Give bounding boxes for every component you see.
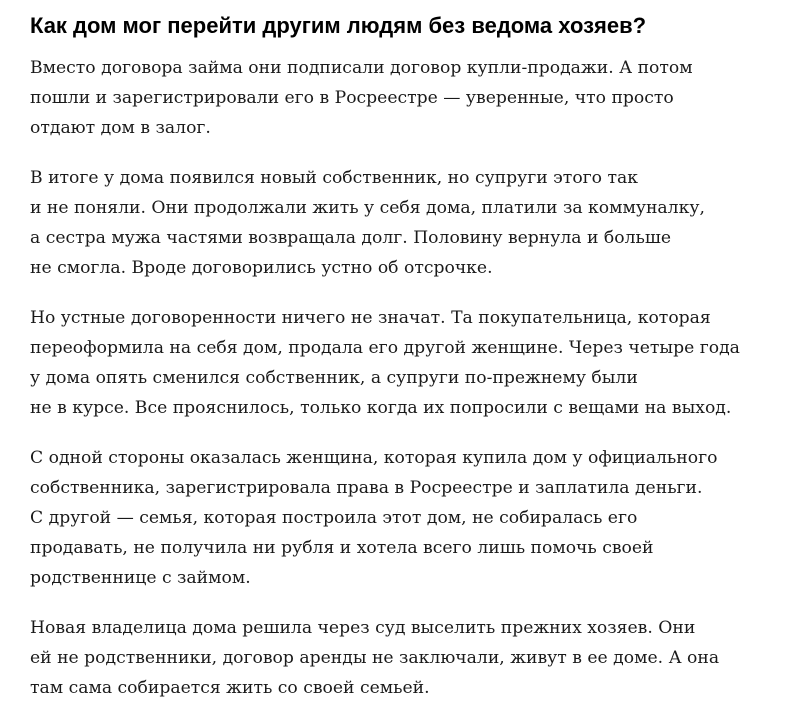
article-body xyxy=(30,0,790,703)
paragraph-line: не в курсе. Все прояснилось, только когда их попросили с вещами на выход. xyxy=(30,398,732,418)
paragraph-5 xyxy=(30,613,790,703)
paragraph-line: В итоге у дома появился новый собственник, но супруги этого так xyxy=(30,168,638,188)
paragraph-line: ей не родственники, договор аренды не заключали, живут в ее доме. А она xyxy=(30,648,720,668)
paragraph-line: у дома опять сменился собственник, а супруги по-прежнему были xyxy=(30,368,638,388)
paragraph-1 xyxy=(30,53,790,143)
paragraph-line: Но устные договоренности ничего не значат. Та покупательница, которая xyxy=(30,308,711,328)
paragraph-line: С другой — семья, которая построила этот дом, не собиралась его xyxy=(30,508,638,528)
paragraph-line: пошли и зарегистрировали его в Росреестре — уверенные, что просто xyxy=(30,88,674,108)
paragraph-2 xyxy=(30,163,790,283)
paragraph-line: отдают дом в залог. xyxy=(30,118,211,138)
paragraph-line: а сестра мужа частями возвращала долг. Половину вернула и больше xyxy=(30,228,672,248)
paragraph-line: и не поняли. Они продолжали жить у себя дома, платили за коммуналку, xyxy=(30,198,705,218)
paragraph-line: Вместо договора займа они подписали договор купли-продажи. А потом xyxy=(30,58,693,78)
paragraph-line: родственнице с займом. xyxy=(30,568,251,588)
paragraph-line: переоформила на себя дом, продала его другой женщине. Через четыре года xyxy=(30,338,740,358)
paragraph-line: собственника, зарегистрировала права в Росреестре и заплатила деньги. xyxy=(30,478,703,498)
paragraph-line: там сама собирается жить со своей семьей. xyxy=(30,678,430,698)
section-heading: Как дом мог перейти другим людям без ведома хозяев? xyxy=(30,13,647,38)
paragraph-4 xyxy=(30,443,790,593)
paragraph-line: продавать, не получила ни рубля и хотела всего лишь помочь своей xyxy=(30,538,654,558)
paragraph-line: Новая владелица дома решила через суд выселить прежних хозяев. Они xyxy=(30,618,696,638)
paragraph-line: не смогла. Вроде договорились устно об отсрочке. xyxy=(30,258,493,278)
paragraph-line: С одной стороны оказалась женщина, которая купила дом у официального xyxy=(30,448,718,468)
paragraph-3 xyxy=(30,303,790,423)
